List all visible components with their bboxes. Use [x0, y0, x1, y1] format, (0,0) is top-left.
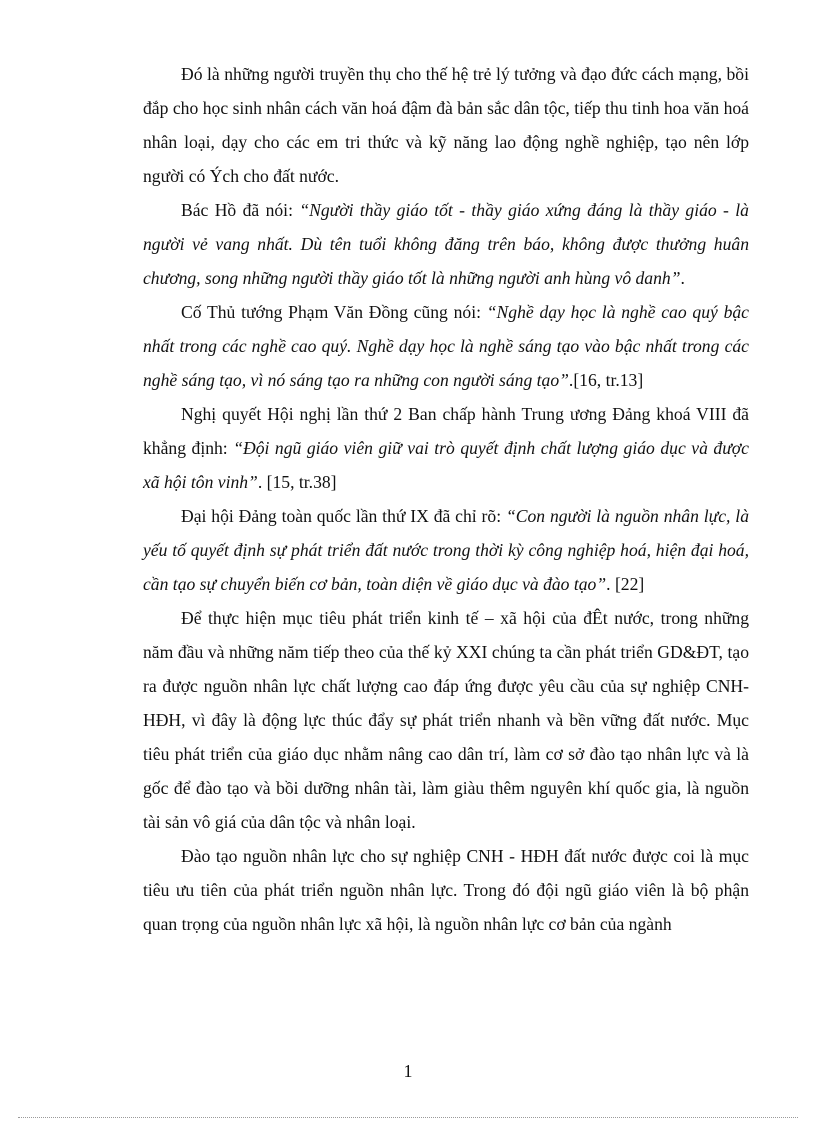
page-bottom-divider [18, 1117, 798, 1118]
paragraph-3-quote: “Nghề dạy học là nghề cao quý bậc nhất trong các nghề cao quý. Nghề dạy học là nghề sáng tạo vào bậc nhất trong các nghề sáng tạo, vì nó sáng tạo ra những con người sáng tạo” [143, 302, 749, 390]
paragraph-3-lead: Cố Thủ tướng Phạm Văn Đồng cũng nói: [181, 302, 487, 322]
paragraph-5-lead: Đại hội Đảng toàn quốc lần thứ IX đã chỉ rõ: [181, 506, 506, 526]
page-number: 1 [403, 1061, 413, 1081]
paragraph-2-quote: “Người thầy giáo tốt - thầy giáo xứng đáng là thầy giáo - là người vẻ vang nhất. Dù tên tuổi không đăng trên báo, không được thưởng huân chương, song những người thầy giáo tốt là những người anh hùng vô danh” [143, 200, 749, 288]
paragraph-1-text: Đó là những người truyền thụ cho thế hệ trẻ lý tưởng và đạo đức cách mạng, bồi đắp cho học sinh nhân cách văn hoá đậm đà bản sắc dân tộc, tiếp thu tinh hoa văn hoá nhân loại, dạy cho các em tri thức và kỹ năng lao động nghề nghiệp, tạo nên lớp người có Ých cho đất nước. [143, 64, 749, 186]
paragraph-5 [143, 499, 749, 601]
paragraph-4 [143, 397, 749, 499]
paragraph-5-quote: “Con người là nguồn nhân lực, là yếu tố quyết định sự phát triển đất nước trong thời kỳ công nghiệp hoá, hiện đại hoá, cần tạo sự chuyển biến cơ bản, toàn diện về giáo dục và đào tạo” [143, 506, 749, 594]
document-body [143, 57, 749, 941]
paragraph-2 [143, 193, 749, 295]
paragraph-4-lead: Nghị quyết Hội nghị lần thứ 2 Ban chấp hành Trung ương Đảng khoá VIII đã khẳng định: [143, 404, 749, 458]
paragraph-2-lead: Bác Hồ đã nói: [181, 200, 300, 220]
paragraph-7 [143, 839, 749, 941]
paragraph-4-citation: . [15, tr.38] [257, 472, 337, 492]
paragraph-3-citation: .[16, tr.13] [568, 370, 644, 390]
paragraph-6-text: Để thực hiện mục tiêu phát triển kinh tế – xã hội của đÊt nước, trong những năm đầu và những năm tiếp theo của thế kỷ XXI chúng ta cần phát triển GD&ĐT, tạo ra được nguồn nhân lực chất lượng cao đáp ứng được yêu cầu của sự nghiệp CNH-HĐH, vì đây là động lực thúc đẩy sự phát triển nhanh và bền vững đất nước. Mục tiêu phát triển của giáo dục nhằm nâng cao dân trí, làm cơ sở đào tạo nhân lực và là gốc để đào tạo và bồi dưỡng nhân tài, làm giàu thêm nguyên khí quốc gia, là nguồn tài sản vô giá của dân tộc và nhân loại. [143, 608, 749, 832]
paragraph-2-tail: . [680, 268, 685, 288]
paragraph-1 [143, 57, 749, 193]
paragraph-7-text: Đào tạo nguồn nhân lực cho sự nghiệp CNH - HĐH đất nước được coi là mục tiêu ưu tiên của phát triển nguồn nhân lực. Trong đó đội ngũ giáo viên là bộ phận quan trọng của nguồn nhân lực xã hội, là nguồn nhân lực cơ bản của ngành [143, 846, 749, 934]
paragraph-6 [143, 601, 749, 839]
paragraph-3 [143, 295, 749, 397]
paragraph-5-citation: . [22] [606, 574, 645, 594]
paragraph-4-quote: “Đội ngũ giáo viên giữ vai trò quyết định chất lượng giáo dục và được xã hội tôn vinh” [143, 438, 749, 492]
